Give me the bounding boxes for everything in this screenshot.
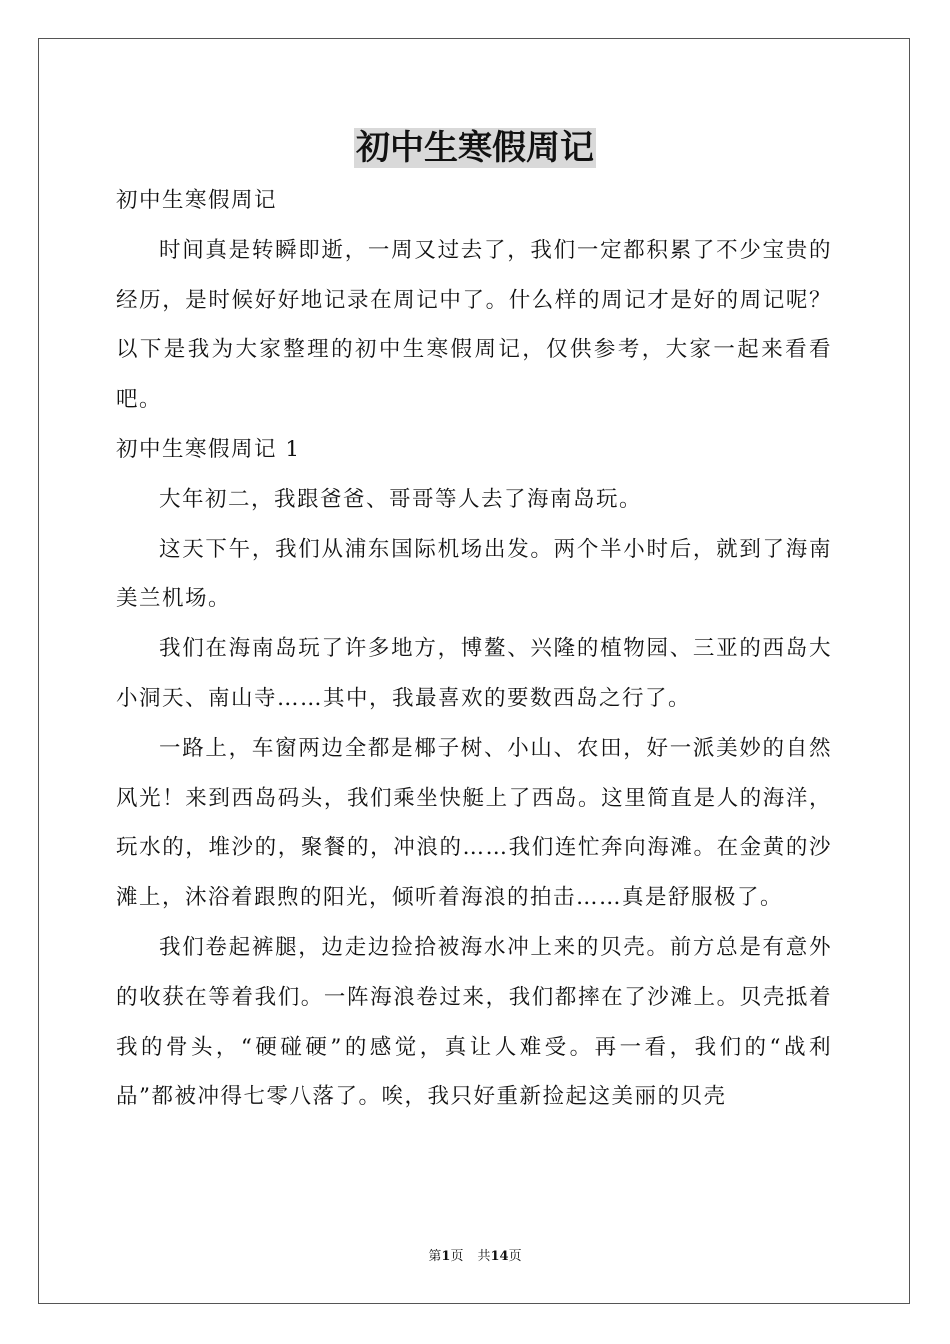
page-prefix: 第 bbox=[428, 1249, 442, 1264]
document-title: 初中生寒假周记 bbox=[356, 128, 594, 168]
subtitle: 初中生寒假周记 bbox=[116, 188, 278, 213]
document-body bbox=[116, 176, 832, 1122]
page-footer bbox=[0, 1248, 950, 1266]
body-paragraph: 这天下午，我们从浦东国际机场出发。两个半小时后，就到了海南美兰机场。 bbox=[116, 536, 832, 612]
total-prefix: 共 bbox=[477, 1249, 491, 1264]
section-heading: 初中生寒假周记 1 bbox=[116, 436, 301, 462]
page-number: 1 bbox=[441, 1249, 451, 1264]
body-paragraph: 我们卷起裤腿，边走边捡拾被海水冲上来的贝壳。前方总是有意外的收获在等着我们。一阵海浪卷过来，我们都摔在了沙滩上。贝壳抵着我的骨头，“硬碰硬”的感觉，真让人难受。再一看，我们的“战利品”都被冲得七零八落了。唉，我只好重新捡起这美丽的贝壳 bbox=[116, 934, 832, 1110]
total-pages: 14 bbox=[490, 1249, 509, 1264]
body-paragraph: 大年初二，我跟爸爸、哥哥等人去了海南岛玩。 bbox=[159, 486, 643, 512]
page-suffix: 页 bbox=[450, 1249, 464, 1264]
total-suffix: 页 bbox=[508, 1249, 522, 1264]
body-paragraph: 我们在海南岛玩了许多地方，博鳌、兴隆的植物园、三亚的西岛大小洞天、南山寺……其中，我最喜欢的要数西岛之行了。 bbox=[116, 636, 832, 711]
title-area bbox=[0, 128, 950, 168]
intro-paragraph: 时间真是转瞬即逝，一周又过去了，我们一定都积累了不少宝贵的经历，是时候好好地记录在周记中了。什么样的周记才是好的周记呢？以下是我为大家整理的初中生寒假周记，仅供参考，大家一起来看看吧。 bbox=[116, 237, 832, 413]
body-paragraph: 一路上，车窗两边全都是椰子树、小山、农田，好一派美妙的自然风光！来到西岛码头，我们乘坐快艇上了西岛。这里简直是人的海洋，玩水的，堆沙的，聚餐的，冲浪的……我们连忙奔向海滩。在金黄的沙滩上，沐浴着跟煦的阳光，倾听着海浪的拍击……真是舒服极了。 bbox=[116, 735, 832, 911]
